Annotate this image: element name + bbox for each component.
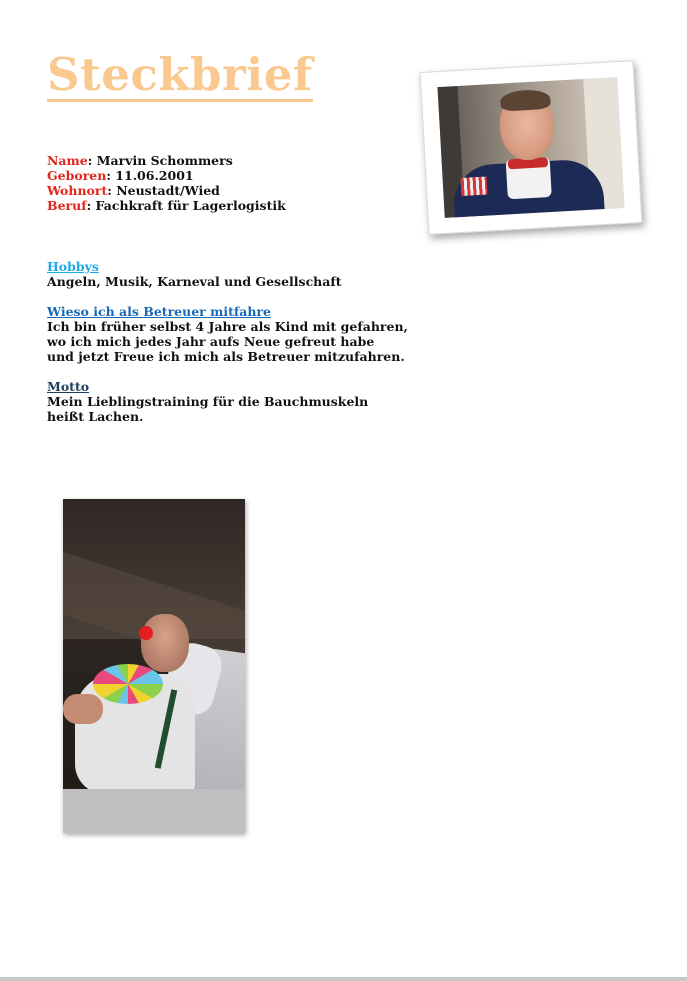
- section-heading-betreuer: Wieso ich als Betreuer mitfahre: [47, 304, 271, 319]
- section-heading-motto: Motto: [47, 379, 90, 394]
- page-title: Steckbrief: [47, 48, 313, 101]
- section-text-line: Angeln, Musik, Karneval und Gesellschaft: [47, 274, 342, 289]
- page-bottom-border: [0, 977, 687, 981]
- info-value: : Fachkraft für Lagerlogistik: [86, 198, 286, 213]
- info-value: : 11.06.2001: [106, 168, 194, 183]
- info-row-wohnort: [47, 183, 286, 198]
- arm-shape: [63, 694, 103, 724]
- info-row-beruf: [47, 198, 286, 213]
- section-text-line: Ich bin früher selbst 4 Jahre als Kind mit gefahren,: [47, 319, 408, 334]
- info-value: : Neustadt/Wied: [107, 183, 220, 198]
- info-value: : Marvin Schommers: [87, 153, 233, 168]
- section-text-line: wo ich mich jedes Jahr aufs Neue gefreut habe: [47, 334, 375, 349]
- section-hobbys: [47, 259, 342, 289]
- info-row-geboren: [47, 168, 286, 183]
- section-text-line: Mein Lieblingstraining für die Bauchmuskeln: [47, 394, 369, 409]
- blanket-shape: [63, 789, 245, 833]
- head-shape: [141, 614, 189, 672]
- section-text-line: und jetzt Freue ich mich als Betreuer mitzufahren.: [47, 349, 405, 364]
- clown-nose-shape: [139, 626, 153, 640]
- section-text-line: heißt Lachen.: [47, 409, 144, 424]
- info-label: Beruf: [47, 198, 87, 213]
- flower-lei-shape: [93, 664, 163, 704]
- info-row-name: [47, 153, 286, 168]
- portrait-polaroid-frame: [420, 60, 643, 235]
- section-motto: [47, 379, 368, 424]
- epaulette-shape: [461, 177, 488, 196]
- info-label: Name: [47, 153, 88, 168]
- hair-shape: [500, 89, 551, 112]
- portrait-photo: [437, 77, 624, 218]
- section-heading-hobbys: Hobbys: [47, 259, 99, 274]
- section-betreuer: [47, 304, 408, 364]
- party-photo: [63, 499, 245, 833]
- info-label: Wohnort: [47, 183, 108, 198]
- info-label: Geboren: [47, 168, 107, 183]
- personal-info: [47, 153, 286, 213]
